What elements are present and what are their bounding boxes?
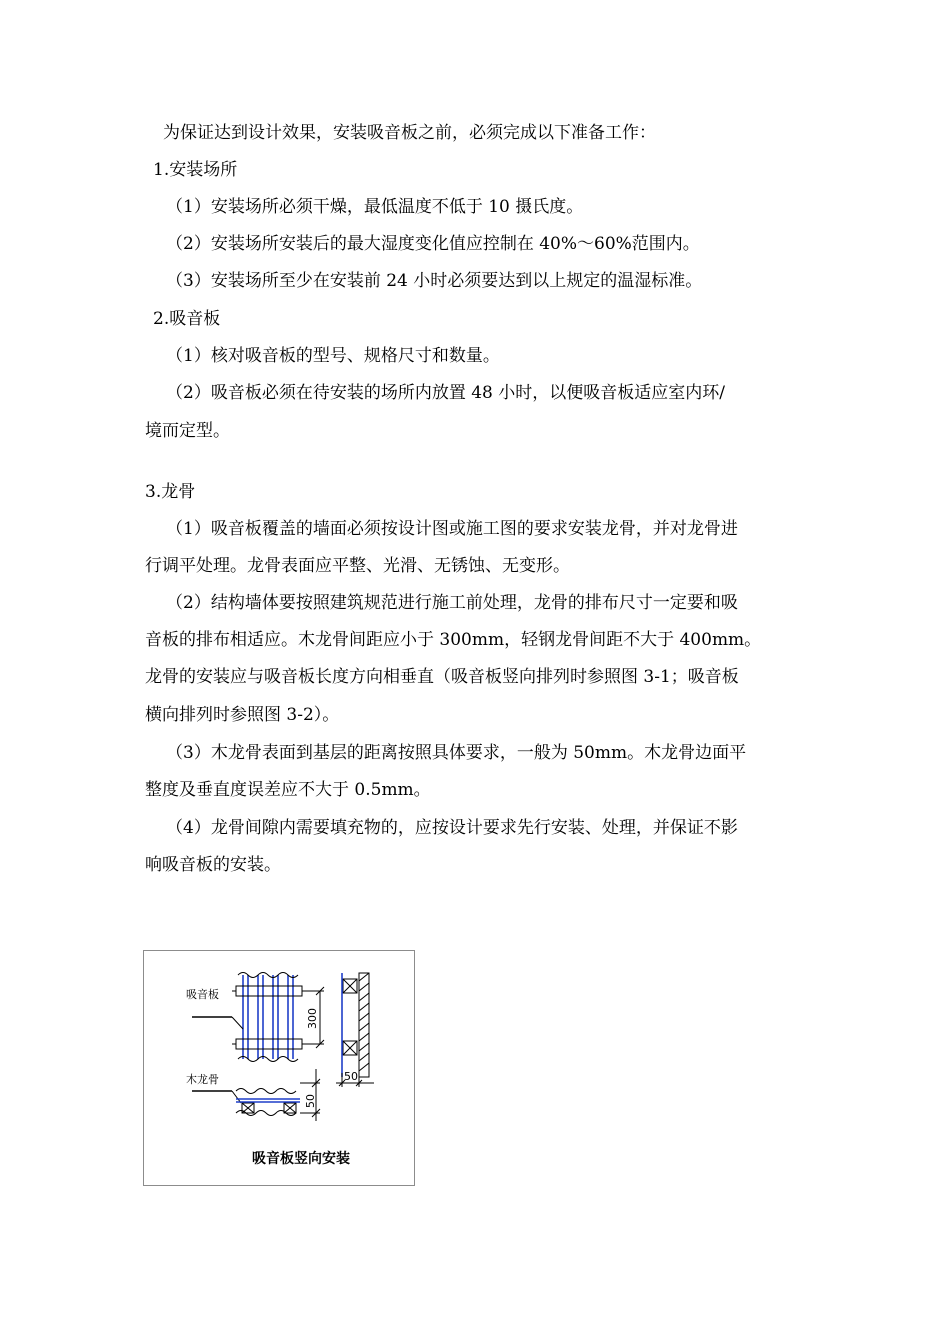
keel-item-4-cont: 响吸音板的安装。 (145, 855, 281, 875)
dim-50-side-label: 50 (344, 1070, 358, 1083)
site-item-2: （2）安装场所安装后的最大湿度变化值应控制在 40%～60%范围内。 (166, 234, 700, 254)
keel-label: 木龙骨 (186, 1073, 219, 1086)
panel-item-2: （2）吸音板必须在待安装的场所内放置 48 小时，以便吸音板适应室内环/ (166, 383, 725, 403)
keel-item-2-cont-3: 横向排列时参照图 3-2）。 (145, 705, 340, 725)
installation-drawing (144, 951, 416, 1187)
site-item-1: （1）安装场所必须干燥，最低温度不低于 10 摄氏度。 (166, 197, 584, 217)
dim-300-label: 300 (306, 1008, 319, 1029)
panel-strips (243, 975, 293, 1059)
keel-item-3: （3）木龙骨表面到基层的距离按照具体要求，一般为 50mm。木龙骨边面平 (166, 743, 747, 763)
keel-item-2-cont-2: 龙骨的安装应与吸音板长度方向相垂直（吸音板竖向排列时参照图 3-1；吸音板 (145, 667, 739, 687)
site-item-3: （3）安装场所至少在安装前 24 小时必须要达到以上规定的温湿标准。 (166, 271, 703, 291)
bottom-panel-lines (236, 1099, 300, 1102)
keel-item-1-cont: 行调平处理。龙骨表面应平整、光滑、无锈蚀、无变形。 (145, 556, 570, 576)
keel-item-1: （1）吸音板覆盖的墙面必须按设计图或施工图的要求安装龙骨，并对龙骨进 (166, 519, 738, 539)
section-heading-keel: 3.龙骨 (145, 482, 196, 502)
dim-50-bottom-label: 50 (304, 1094, 317, 1108)
keel-item-3-cont: 整度及垂直度误差应不大于 0.5mm。 (145, 780, 431, 800)
keel-item-4: （4）龙骨间隙内需要填充物的，应按设计要求先行安装、处理，并保证不影 (166, 818, 738, 838)
panel-item-1: （1）核对吸音板的型号、规格尺寸和数量。 (166, 346, 500, 366)
intro-paragraph: 为保证达到设计效果，安装吸音板之前，必须完成以下准备工作： (163, 123, 656, 143)
wall-section (343, 973, 369, 1077)
keel-item-2-cont-1: 音板的排布相适应。木龙骨间距应小于 300mm，轻钢龙骨间距不大于 400mm。 (145, 630, 762, 650)
panel-item-2-cont: 境而定型。 (145, 421, 230, 441)
section-heading-panel: 2.吸音板 (153, 309, 221, 329)
section-heading-site: 1.安装场所 (153, 160, 238, 180)
installation-figure (143, 950, 415, 1186)
keel-item-2: （2）结构墙体要按照建筑规范进行施工前处理，龙骨的排布尺寸一定要和吸 (166, 593, 738, 613)
panel-label: 吸音板 (186, 988, 219, 1001)
figure-caption: 吸音板竖向安装 (252, 1151, 350, 1167)
